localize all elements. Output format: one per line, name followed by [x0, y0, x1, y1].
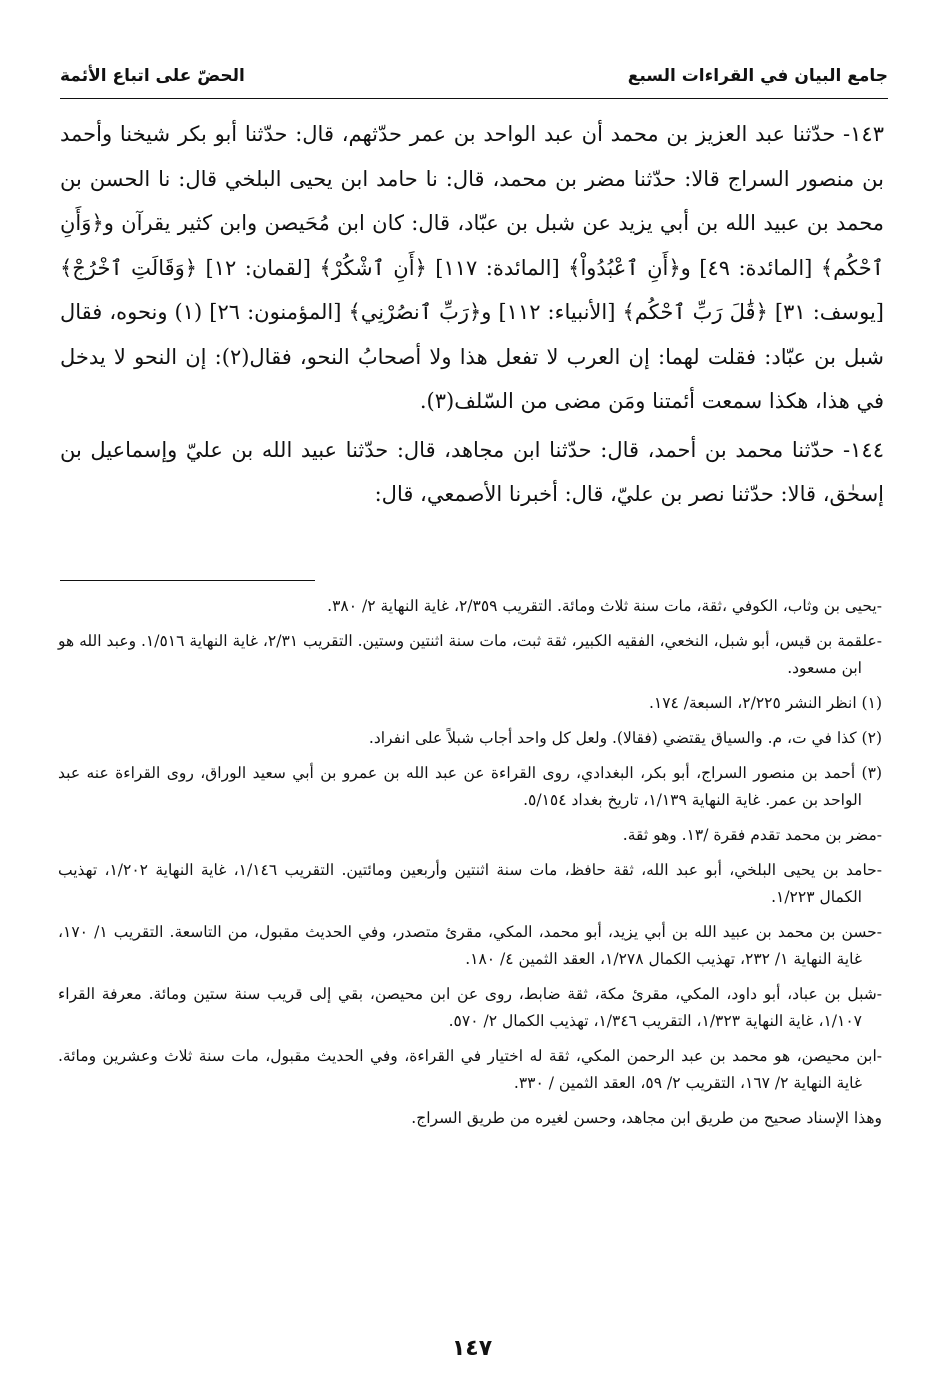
paragraph-144: ١٤٤- حدّثنا محمد بن أحمد، قال: حدّثنا ابن مجاهد، قال: حدّثنا عبيد الله بن عليّ وإسماعيل بن إسحٰق، قالا: حدّثنا نصر بن عليّ، قال: أخبرنا الأصمعي، قال:	[60, 437, 884, 506]
running-header	[60, 58, 888, 99]
footnote-hasan: -حسن بن محمد بن عبيد الله بن أبي يزيد، أبو محمد، المكي، مقرئ متصدر، وفي الحديث مقبول، من التاسعة. التقريب ١/ ١٧٠، غاية النهاية ١/ ٢٣٢، تهذيب الكمال ١/٢٧٨، العقد الثمين ٤/ ١٨٠.	[58, 923, 882, 968]
footnote-3: (٣) أحمد بن منصور السراج، أبو بكر، البغدادي، روى القراءة عن عبد الله بن عمرو بن أبي سعيد الوراق، روى القراءة عنه عبد الواحد بن عمر. غاية النهاية ١/١٣٩، تاريخ بغداد ٥/١٥٤.	[58, 764, 882, 809]
footnote-2: (٢) كذا في ت، م. والسياق يقتضي (فقالا). ولعل كل واحد أجاب شبلاً على انفراد.	[368, 729, 882, 747]
footnote-ibn-muhaysin: -ابن محيصن، هو محمد بن عبد الرحمن المكي، ثقة له اختيار في القراءة، وفي الحديث مقبول، مات سنة ثلاث وعشرين ومائة. غاية النهاية ٢/ ١٦٧، التقريب ٢/ ٥٩، العقد الثمين / ٣٣٠.	[58, 1047, 882, 1092]
page-number: ١٤٧	[451, 1336, 493, 1361]
footnote-mudar: -مضر بن محمد تقدم فقرة /١٣. وهو ثقة.	[622, 826, 882, 844]
footnote-alqama: -علقمة بن قيس، أبو شبل، النخعي، الفقيه الكبير، ثقة ثبت، مات سنة اثنتين وستين. التقريب ٢/٣١، غاية النهاية ١/٥١٦. وعبد الله هو ابن مسعود.	[58, 632, 882, 677]
paragraph-143: ١٤٣- حدّثنا عبد العزيز بن محمد أن عبد الواحد بن عمر حدّثهم، قال: حدّثنا أبو بكر شيخنا وأحمد بن منصور السراج قالا: حدّثنا مضر بن محمد، قال: نا حامد ابن يحيى البلخي قال: نا الحسن بن محمد بن عبيد الله بن أبي يزيد عن شبل بن عبّاد، قال: كان ابن مُحَيصن وابن كثير يقرآن و﴿وَأَنِ ٱحْكُم﴾ [المائدة: ٤٩] و﴿أَنِ ٱعْبُدُواْ﴾ [المائدة: ١١٧] ﴿أَنِ ٱشْكُرْ﴾ [لقمان: ١٢] ﴿وَقَالَتِ ٱخْرُجْ﴾ [يوسف: ٣١] ﴿قَٰلَ رَبِّ ٱحْكُم﴾ [الأنبياء: ١١٢] و﴿رَبِّ ٱنصُرْنِي﴾ [المؤمنون: ٢٦] (١) ونحوه، فقال شبل بن عبّاد: فقلت لهما: إن العرب لا تفعل هذا ولا أصحابُ النحو، فقال(٢): إن النحو لا يدخل في هذا، هكذا سمعت أئمتنا ومَن مضى من السّلف(٣).	[60, 122, 884, 413]
footnote-separator	[60, 580, 315, 581]
footnotes	[58, 593, 882, 1140]
chapter-title: الحضّ على اتباع الأئمة	[60, 66, 245, 86]
footnote-isnad: وهذا الإسناد صحيح من طريق ابن مجاهد، وحسن لغيره من طريق السراج.	[411, 1109, 882, 1127]
main-text	[60, 112, 884, 517]
book-title: جامع البيان في القراءات السبع	[627, 66, 888, 86]
footnote-shibl: -شبل بن عباد، أبو داود، المكي، مقرئ مكة، ثقة ضابط، روى عن ابن محيصن، بقي إلى قريب سنة ستين ومائة. معرفة القراء ١/١٠٧، غاية النهاية ١/٣٢٣، التقريب ١/٣٤٦، تهذيب الكمال ٢/ ٥٧٠.	[58, 985, 882, 1030]
footnote-1: (١) انظر النشر ٢/٢٢٥، السبعة/ ١٧٤.	[648, 694, 882, 712]
footnote-yahya: -يحيى بن وثاب، الكوفي ،ثقة، مات سنة ثلاث ومائة. التقريب ٢/٣٥٩، غاية النهاية ٢/ ٣٨٠.	[327, 597, 882, 615]
footnote-hamid: -حامد بن يحيى البلخي، أبو عبد الله، ثقة حافظ، مات سنة اثنتين وأربعين ومائتين. التقريب ١/١٤٦، غاية النهاية ١/٢٠٢، تهذيب الكمال ١/٢٢٣.	[58, 861, 883, 906]
